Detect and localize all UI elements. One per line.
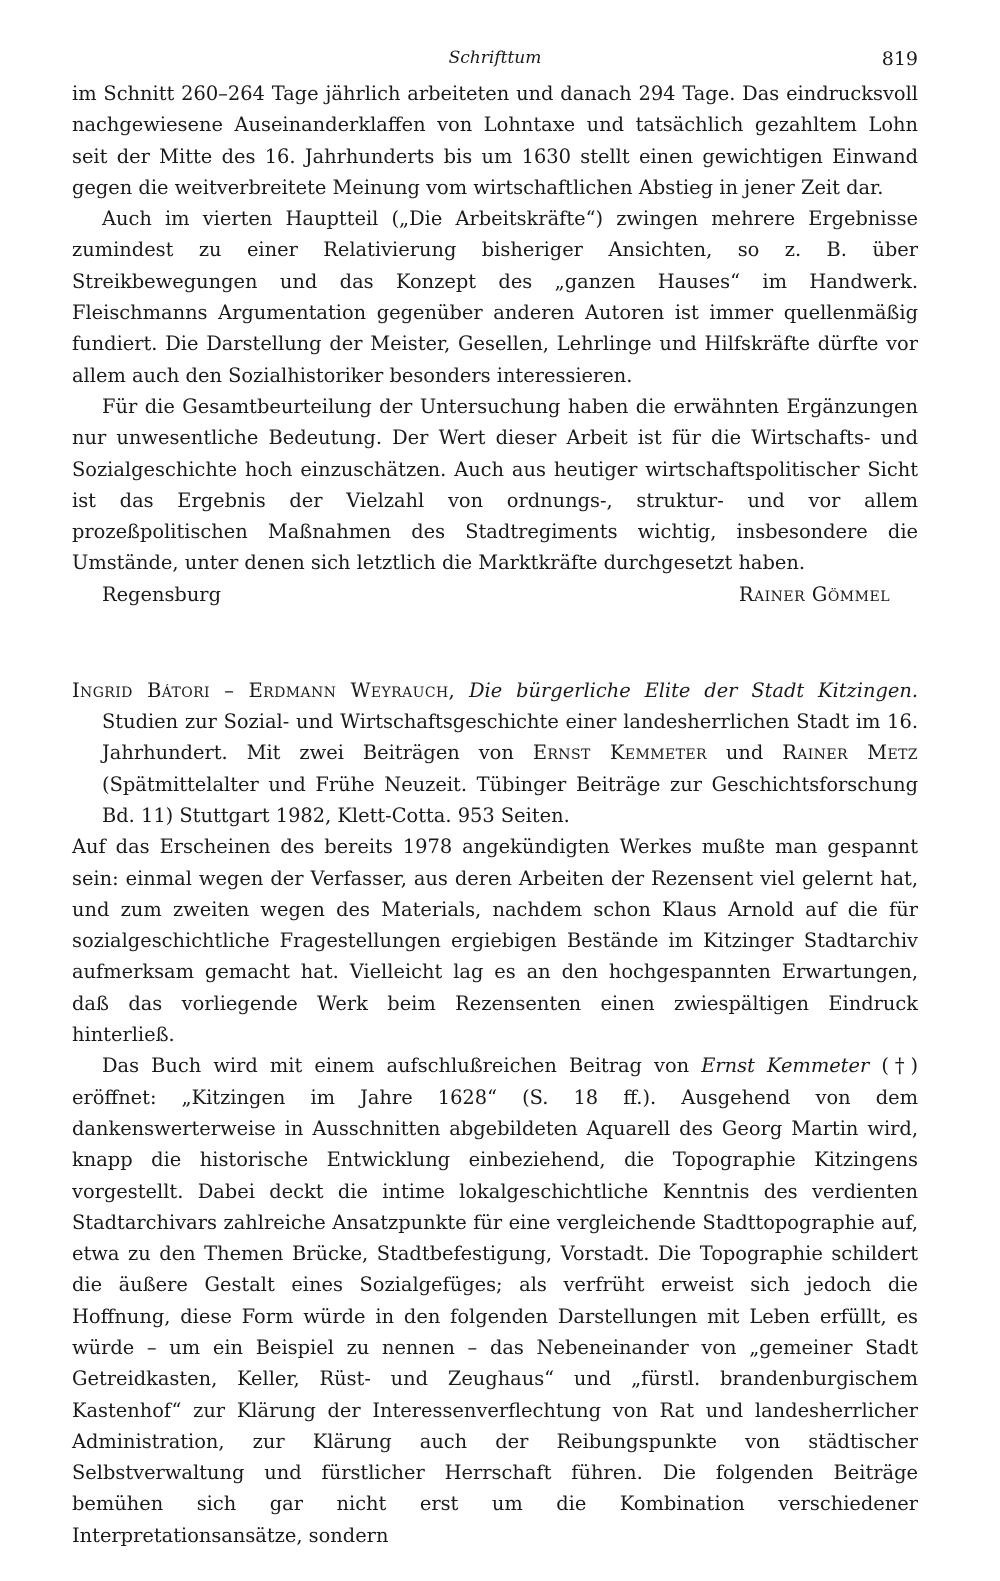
biblio-part-2: und: [725, 741, 764, 765]
running-title: Schrifttum: [448, 48, 542, 68]
biblio-part-3: (Spätmittelalter und Frühe Neuzeit. Tübinger Beiträge zur Geschichtsforschung Bd. 11) Stuttgart 1982, Klett-Cotta. 953 Seiten.: [102, 772, 918, 827]
review2-paragraph-2: [72, 1050, 918, 1551]
review2-p2-name: Ernst Kemmeter: [701, 1054, 870, 1078]
section-gap: [72, 611, 918, 675]
body-text: [72, 78, 918, 1551]
page-number: 819: [881, 48, 918, 70]
biblio-title: Die bürgerliche Elite der Stadt Kitzingen.: [469, 678, 918, 702]
review1-paragraph-3: Für die Gesamtbeurteilung der Untersuchung haben die erwähnten Ergänzungen nur unwesentliche Bedeutung. Der Wert dieser Arbeit ist für die Wirtschafts- und Sozialgeschichte hoch einzuschätzen. Auch aus heutiger wirtschaftspolitischer Sicht ist das Ergebnis der Vielzahl von ordnungs-, struktur- und vor allem prozeßpolitischen Maßnahmen des Stadtregiments wichtig, insbesondere die Umstände, unter denen sich letztlich die Marktkräfte durchgesetzt haben.: [72, 394, 918, 575]
running-head: [72, 38, 918, 78]
review1-place: Regensburg: [102, 582, 221, 606]
review1-paragraph-1: im Schnitt 260–264 Tage jährlich arbeiteten und danach 294 Tage. Das eindrucksvoll nachgewiesene Auseinanderklaffen von Lohntaxe und tatsächlich gezahltem Lohn seit der Mitte des 16. Jahrhunderts bis um 1630 stellt einen gewichtigen Einwand gegen die weitverbreitete Meinung vom wirtschaftlichen Abstieg in jener Zeit dar.: [72, 82, 918, 199]
review1-signature: [72, 579, 918, 611]
review2-paragraph-1: Auf das Erscheinen des bereits 1978 angekündigten Werkes mußte man gespannt sein: einmal wegen der Verfasser, aus deren Arbeiten der Rezensent viel gelernt hat, und zum zweiten wegen des Materials, nachdem schon Klaus Arnold auf die für sozialgeschichtliche Fragestellungen ergiebigen Bestände im Kitzinger Stadtarchiv aufmerksam gemacht hat. Vielleicht lag es an den hochgespannten Erwartungen, daß das vorliegende Werk beim Rezensenten einen zwiespältigen Eindruck hinterließ.: [72, 835, 918, 1047]
review1-reviewer: Rainer Gömmel: [738, 582, 890, 606]
page: [72, 38, 918, 1551]
review1-paragraph-2: Auch im vierten Hauptteil („Die Arbeitskräfte“) zwingen mehrere Ergebnisse zumindest zu einer Relativierung bisheriger Ansichten, so z. B. über Streikbewegungen und das Konzept des „ganzen Hauses“ im Handwerk. Fleischmanns Argumentation gegenüber anderen Autoren ist immer quellenmäßig fundiert. Die Darstellung der Meister, Gesellen, Lehrlinge und Hilfskräfte dürfte vor allem auch den Sozialhistoriker besonders interessieren.: [72, 207, 918, 387]
review2-p2-rest: (†) eröffnet: „Kitzingen im Jahre 1628“ (S. 18 ff.). Ausgehend von dem dankenswerterweise in Ausschnitten abgebildeten Aquarell des Georg Martin wird, knapp die historische Entwicklung einbeziehend, die Topographie Kitzingens vorgestellt. Dabei deckt die intime lokalgeschichtliche Kenntnis des verdienten Stadtarchivars zahlreiche Ansatzpunkte für eine vergleichende Stadttopographie auf, etwa zu den Themen Brücke, Stadtbefestigung, Vorstadt. Die Topographie schildert die äußere Gestalt eines Sozialgefüges; als verfrüht erweist sich jedoch die Hoffnung, diese Form würde in den folgenden Darstellungen mit Leben erfüllt, es würde – um ein Beispiel zu nennen – das Nebeneinander von „gemeiner Stadt Getreidkasten, Keller, Rüst- und Zeughaus“ und „fürstl. brandenburgischem Kastenhof“ zur Klärung der Interessenverflechtung von Rat und landesherrlicher Administration, zur Klärung auch der Reibungspunkte von städtischer Selbstverwaltung und fürstlicher Herrschaft führen. Die folgenden Beiträge bemühen sich gar nicht erst um die Kombination verschiedener Interpretationsansätze, sondern: [72, 1054, 919, 1547]
biblio-contributor-1: Ernst Kemmeter: [532, 741, 707, 765]
biblio-authors: Ingrid Bátori – Erdmann Weyrauch,: [72, 678, 456, 702]
review2-bibliographic-entry: [72, 675, 918, 831]
biblio-part-1: Studien zur Sozial- und Wirtschaftsgeschichte einer landesherrlichen Stadt im 16. Jahrhundert. Mit zwei Beiträgen von: [102, 710, 918, 765]
biblio-contributor-2: Rainer Metz: [782, 741, 918, 765]
review2-p2-start: Das Buch wird mit einem aufschlußreichen Beitrag von: [102, 1054, 690, 1078]
